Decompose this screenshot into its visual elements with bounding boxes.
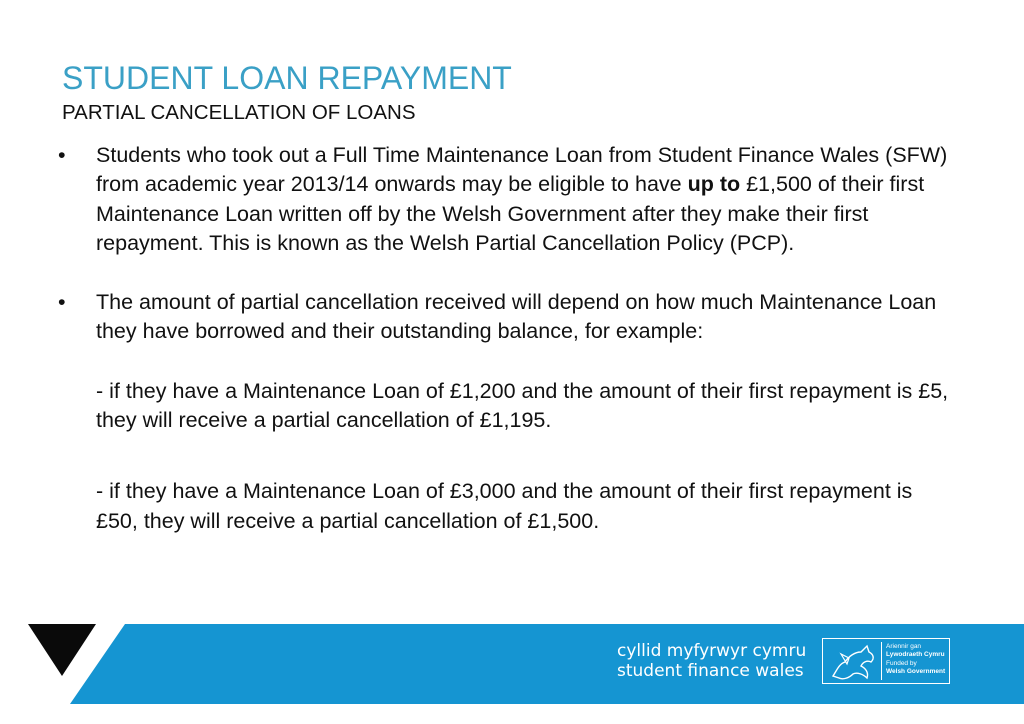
bullet-amount (58, 288, 958, 347)
logo-line-2: Lywodraeth Cymru (886, 651, 945, 658)
bullet-text: The amount of partial cancellation received will depend on how much Maintenance Loan they have borrowed and their outstanding balance, for example: (96, 290, 937, 344)
logo-line-1: Ariennir gan (886, 643, 922, 650)
logo-divider (881, 642, 882, 680)
footer-black-triangle (28, 624, 96, 676)
dragon-icon (827, 640, 879, 684)
page-subtitle: PARTIAL CANCELLATION OF LOANS (62, 101, 416, 124)
example-2: - if they have a Maintenance Loan of £3,000 and the amount of their first repayment is £50, they will receive a partial cancellation of £1,500. (96, 479, 913, 533)
page-title: STUDENT LOAN REPAYMENT (62, 60, 512, 96)
bullet-text: £1,500 of their first Maintenance Loan written off by the Welsh Government after they make their first repayment. This is known as the Welsh Partial Cancellation Policy (PCP). (96, 172, 925, 255)
logo-line-4: Welsh Government (886, 668, 946, 675)
example-1: - if they have a Maintenance Loan of £1,200 and the amount of their first repayment is £5, they will receive a partial cancellation of £1,195. (96, 378, 949, 433)
brand-welsh-text: cyllid myfyrwyr cymru (617, 641, 807, 661)
logo-line-3: Funded by (886, 660, 917, 667)
bullet-marker: • (58, 143, 66, 167)
bullet-eligibility (58, 141, 958, 258)
slide-body (58, 141, 958, 536)
bullet-marker: • (58, 290, 66, 315)
welsh-government-logo (822, 638, 950, 684)
bullet-text: Students who took out a Full Time Maintenance Loan from Student Finance Wales (SFW) from academic year 2013/14 onwards may be eligible to have (96, 143, 948, 197)
bullet-bold-text: up to (687, 172, 741, 197)
brand-english-text: student finance wales (617, 661, 804, 681)
